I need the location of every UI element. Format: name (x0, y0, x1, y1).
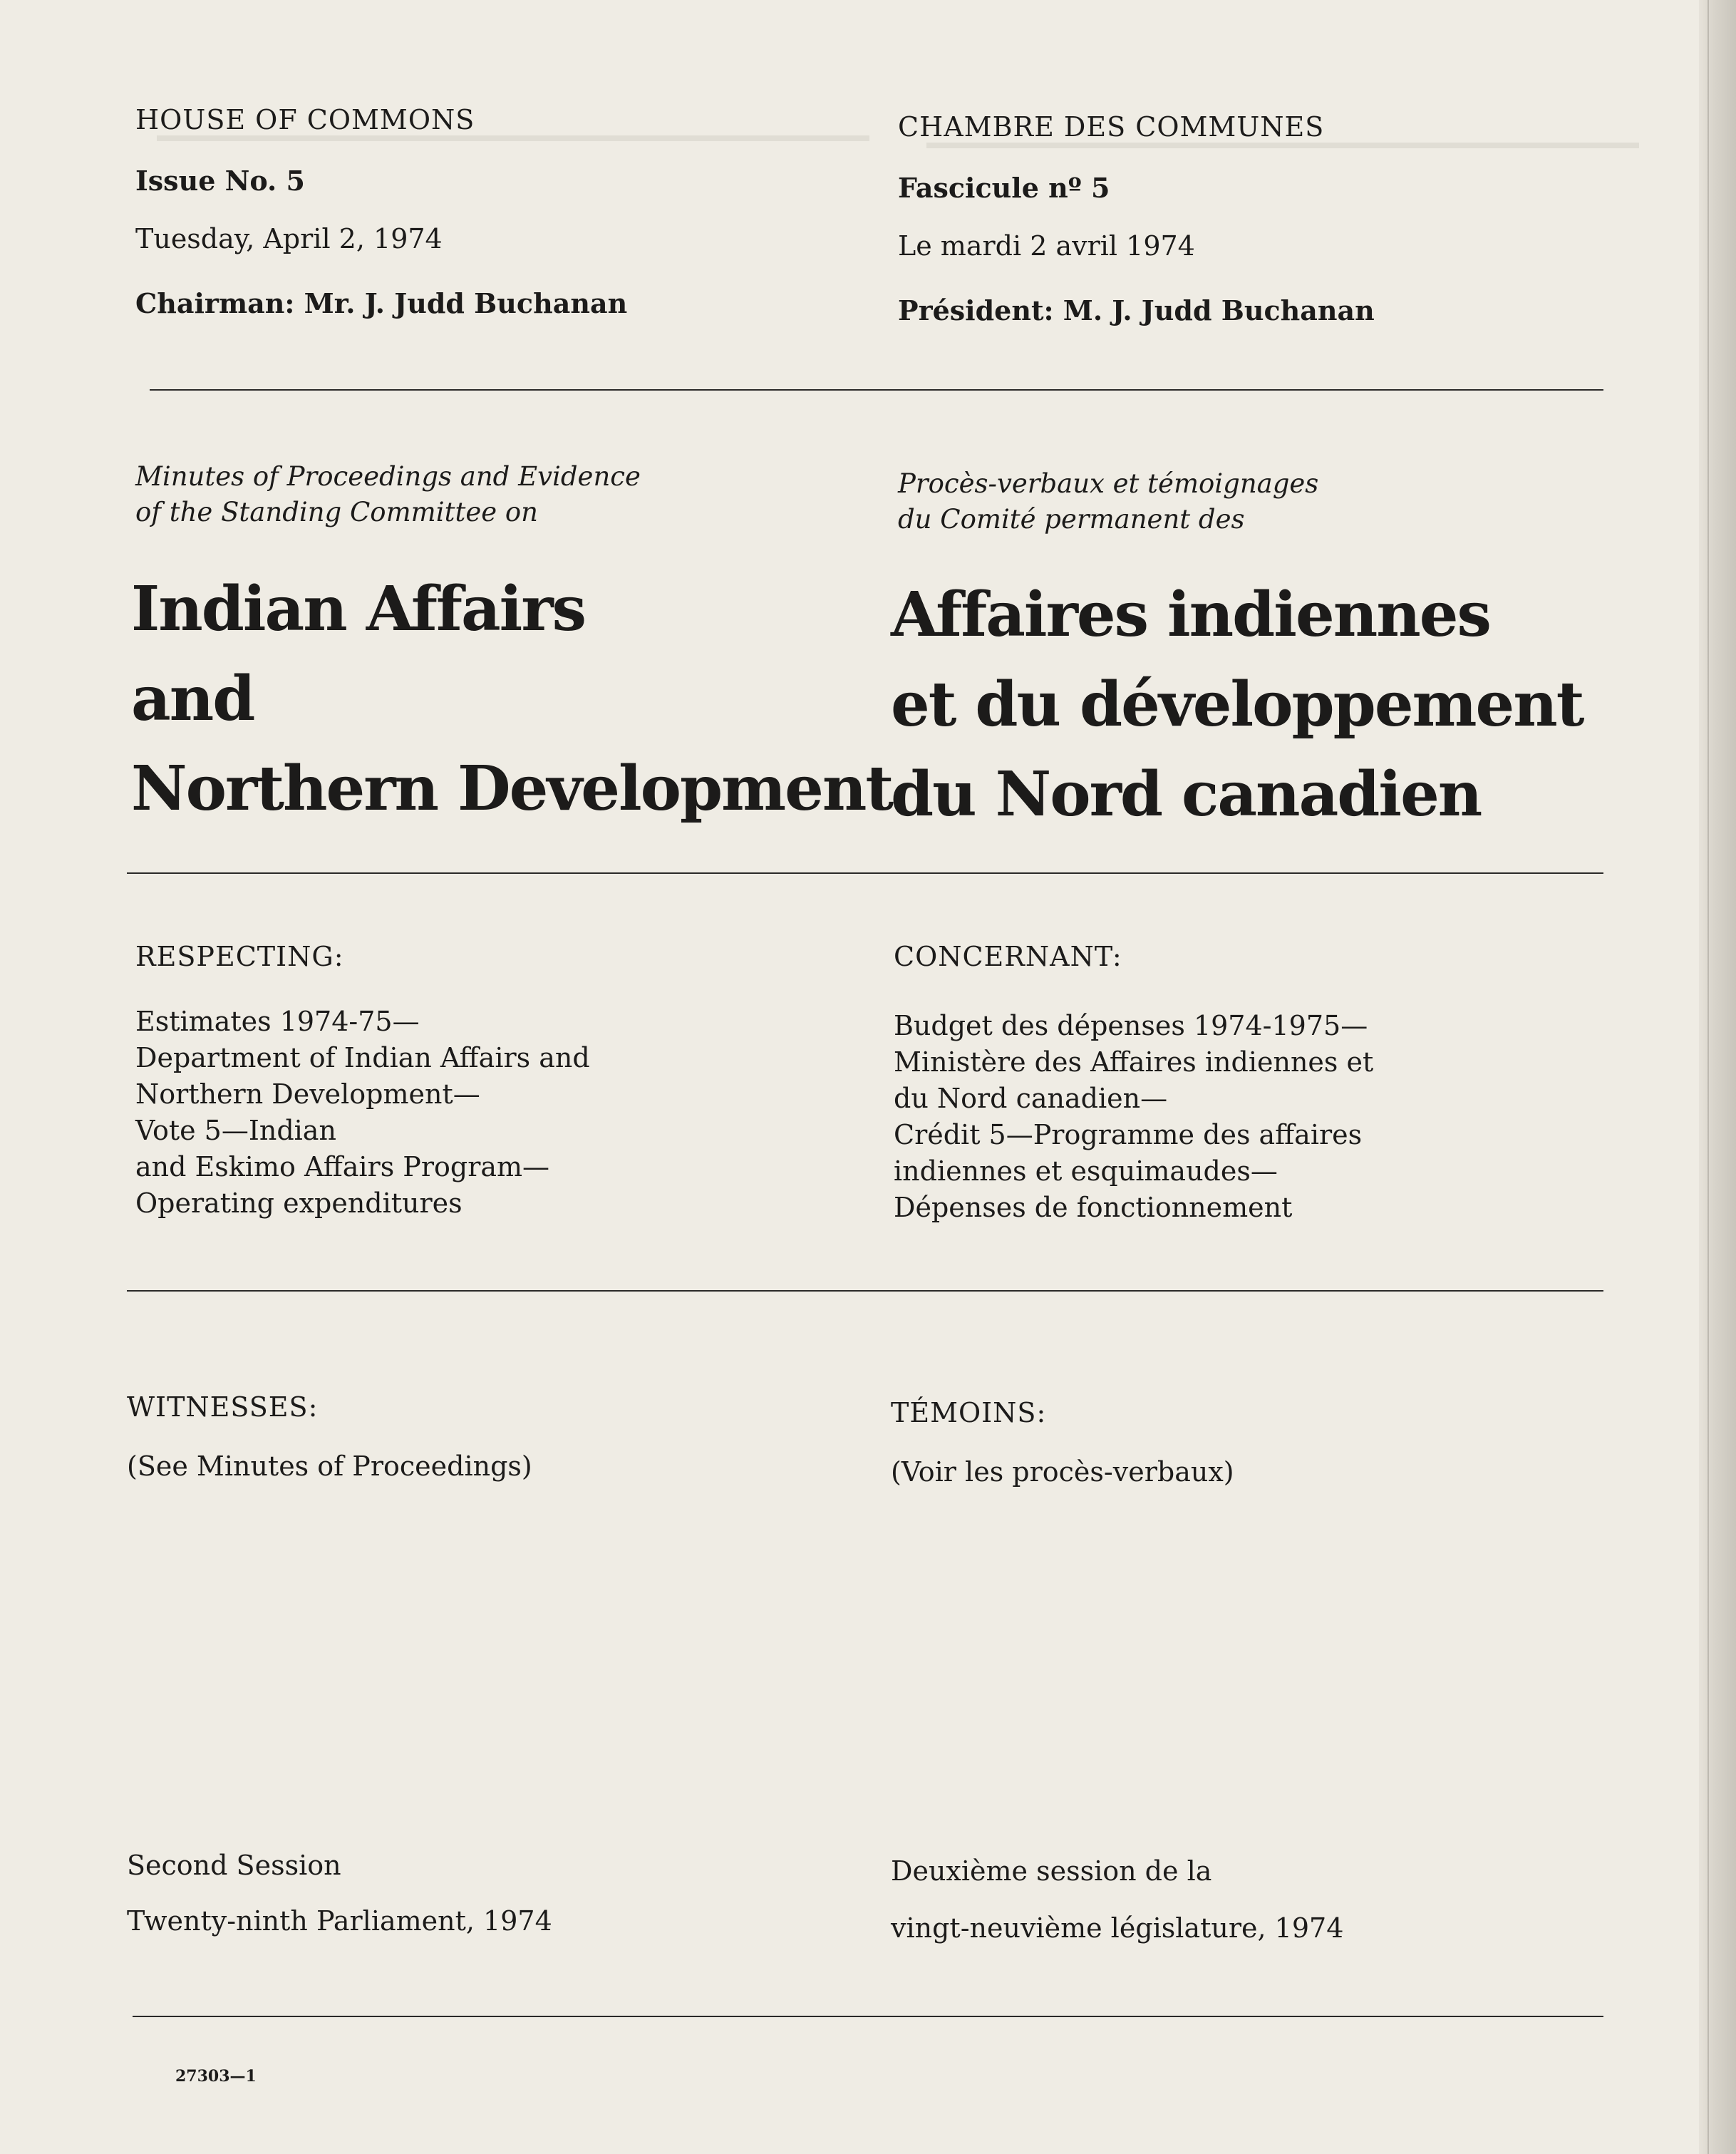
rule-subject (127, 1290, 1603, 1292)
rule-footer (133, 2016, 1603, 2017)
respecting-line: and Eskimo Affairs Program— (135, 1151, 550, 1182)
respecting-line: Northern Development— (135, 1078, 480, 1110)
comite-title-line-1: Affaires indiennes (891, 579, 1490, 651)
rule-header (150, 389, 1603, 391)
president: Président: M. J. Judd Buchanan (898, 294, 1375, 326)
respecting-line: Estimates 1974-75— (135, 1006, 420, 1037)
concernant-line: indiennes et esquimaudes— (894, 1155, 1278, 1187)
concernant-line: Budget des dépenses 1974-1975— (894, 1010, 1368, 1041)
page-edge (1699, 0, 1736, 2154)
witnesses-label: WITNESSES: (127, 1391, 319, 1423)
session: Second Session (127, 1850, 341, 1881)
show-through-mark (926, 143, 1639, 148)
fascicule-number: Fascicule nº 5 (898, 172, 1110, 204)
catalog-number: 27303—1 (175, 2067, 257, 2086)
house-of-commons: HOUSE OF COMMONS (135, 104, 475, 135)
respecting-line: Operating expenditures (135, 1187, 463, 1219)
committee-title-line-3: Northern Development (131, 753, 893, 825)
respecting-label: RESPECTING: (135, 941, 344, 972)
meeting-date-fr: Le mardi 2 avril 1974 (898, 230, 1195, 262)
minutes-heading-line-1: Minutes of Proceedings and Evidence (135, 461, 641, 492)
issue-number: Issue No. 5 (135, 165, 305, 197)
committee-title-line-1: Indian Affairs (131, 573, 586, 645)
proces-verbaux-heading-line-2: du Comité permanent des (898, 504, 1245, 535)
legislature: vingt-neuvième législature, 1974 (891, 1912, 1344, 1944)
concernant-line: Dépenses de fonctionnement (894, 1192, 1293, 1223)
minutes-heading-line-2: of the Standing Committee on (135, 497, 538, 527)
comite-title-line-2: et du développement (891, 669, 1583, 741)
concernant-line: du Nord canadien— (894, 1083, 1168, 1114)
temoins-note: (Voir les procès-verbaux) (891, 1456, 1234, 1488)
proces-verbaux-heading-line-1: Procès-verbaux et témoignages (898, 468, 1319, 499)
meeting-date: Tuesday, April 2, 1974 (135, 223, 443, 254)
parliament: Twenty-ninth Parliament, 1974 (127, 1905, 552, 1937)
committee-title-line-2: and (131, 663, 254, 735)
chairman: Chairman: Mr. J. Judd Buchanan (135, 287, 628, 319)
rule-title (127, 872, 1603, 874)
session-fr: Deuxième session de la (891, 1855, 1212, 1887)
chambre-des-communes: CHAMBRE DES COMMUNES (898, 111, 1325, 143)
concernant-line: Crédit 5—Programme des affaires (894, 1119, 1363, 1150)
show-through-mark (157, 135, 869, 141)
respecting-line: Vote 5—Indian (135, 1115, 336, 1146)
concernant-line: Ministère des Affaires indiennes et (894, 1046, 1374, 1078)
page-edge-line (1707, 0, 1709, 2154)
comite-title-line-3: du Nord canadien (891, 758, 1482, 830)
respecting-line: Department of Indian Affairs and (135, 1042, 590, 1073)
witnesses-note: (See Minutes of Proceedings) (127, 1450, 532, 1482)
temoins-label: TÉMOINS: (891, 1397, 1047, 1428)
concernant-label: CONCERNANT: (894, 941, 1122, 972)
